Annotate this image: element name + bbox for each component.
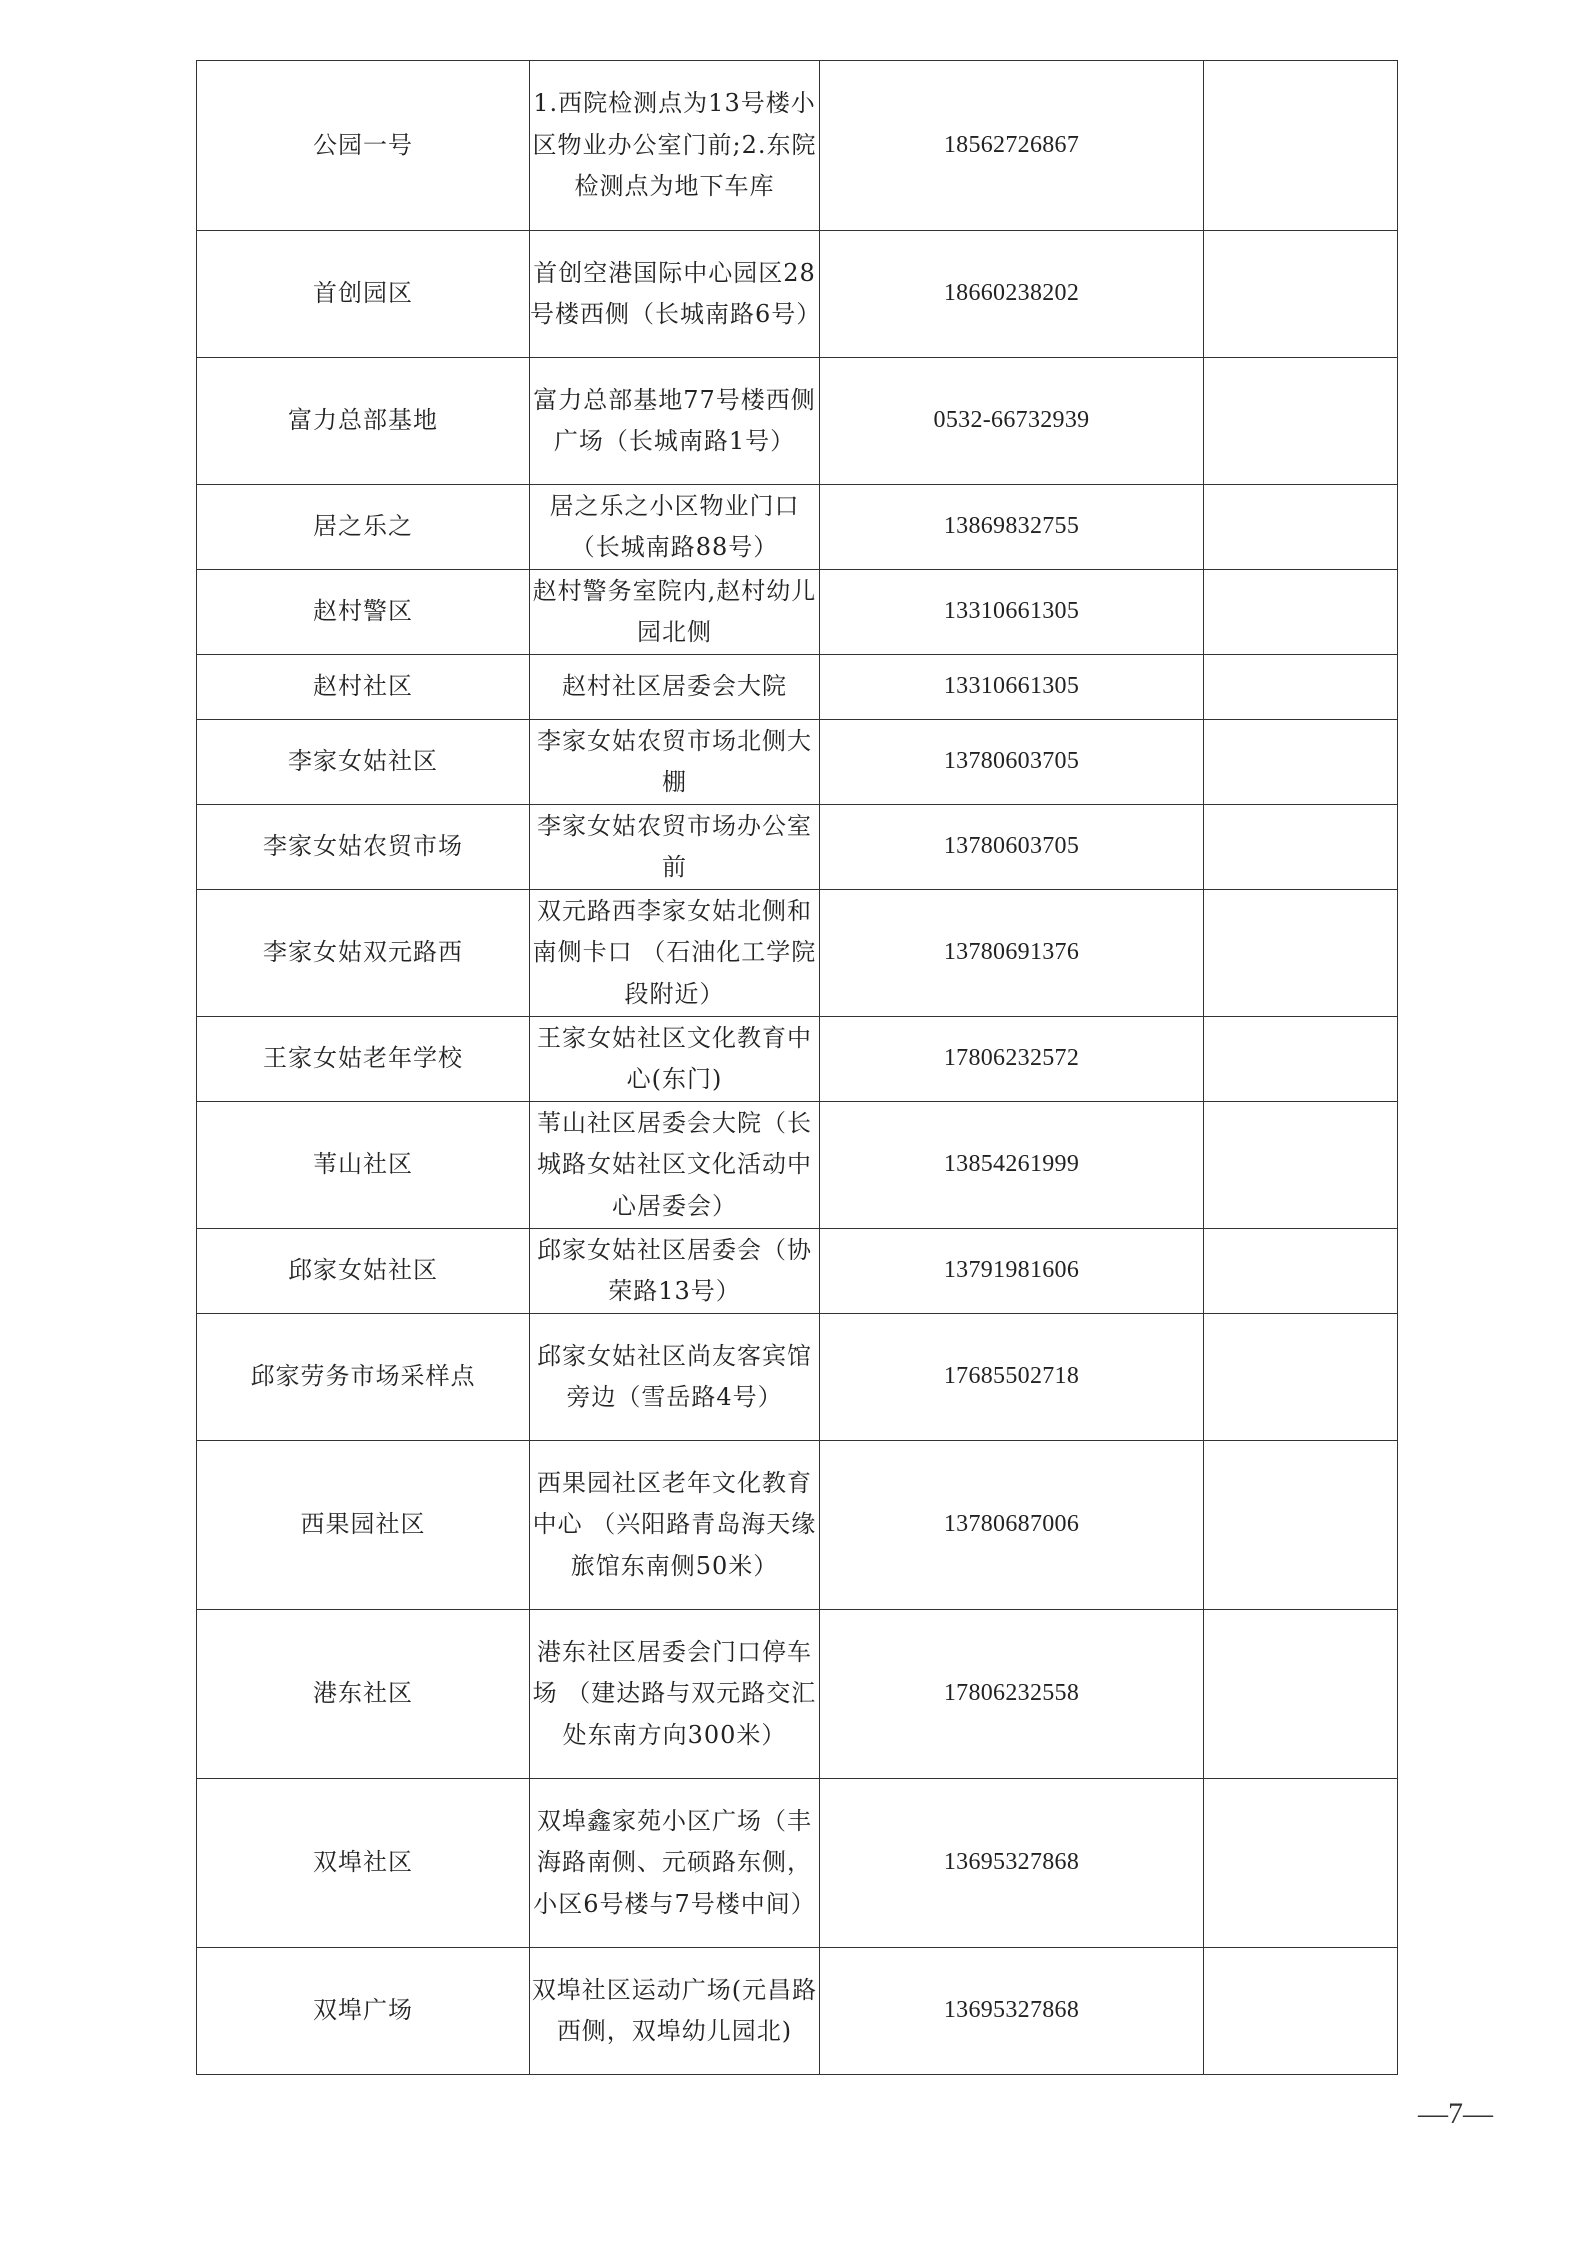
- site-phone-cell: 13310661305: [820, 655, 1204, 720]
- table-row: [197, 1948, 1398, 2075]
- site-remark-cell: [1204, 1441, 1398, 1610]
- page-number: —7—: [1418, 2097, 1493, 2130]
- site-address-cell: 港东社区居委会门口停车场 （建达路与双元路交汇处东南方向300米）: [530, 1610, 820, 1779]
- site-phone-cell: 13780603705: [820, 805, 1204, 890]
- table-row: [197, 231, 1398, 358]
- site-name-cell: 居之乐之: [197, 485, 530, 570]
- site-remark-cell: [1204, 1017, 1398, 1102]
- site-phone-cell: 18562726867: [820, 61, 1204, 231]
- site-remark-cell: [1204, 655, 1398, 720]
- site-phone-cell: 0532-66732939: [820, 358, 1204, 485]
- site-name-cell: 双埠广场: [197, 1948, 530, 2075]
- site-remark-cell: [1204, 1314, 1398, 1441]
- site-phone-cell: 18660238202: [820, 231, 1204, 358]
- testing-sites-table: [196, 60, 1398, 2075]
- site-remark-cell: [1204, 720, 1398, 805]
- site-remark-cell: [1204, 805, 1398, 890]
- site-remark-cell: [1204, 61, 1398, 231]
- site-phone-cell: 13780687006: [820, 1441, 1204, 1610]
- table-row: [197, 1779, 1398, 1948]
- site-phone-cell: 13869832755: [820, 485, 1204, 570]
- site-remark-cell: [1204, 1610, 1398, 1779]
- table-row: [197, 1017, 1398, 1102]
- site-phone-cell: 17685502718: [820, 1314, 1204, 1441]
- site-remark-cell: [1204, 1229, 1398, 1314]
- site-name-cell: 港东社区: [197, 1610, 530, 1779]
- site-address-cell: 双埠社区运动广场(元昌路西侧，双埠幼儿园北): [530, 1948, 820, 2075]
- site-phone-cell: 13780603705: [820, 720, 1204, 805]
- site-address-cell: 李家女姑农贸市场北侧大棚: [530, 720, 820, 805]
- site-name-cell: 王家女姑老年学校: [197, 1017, 530, 1102]
- site-name-cell: 首创园区: [197, 231, 530, 358]
- table-row: [197, 570, 1398, 655]
- site-address-cell: 首创空港国际中心园区28号楼西侧（长城南路6号）: [530, 231, 820, 358]
- site-address-cell: 富力总部基地77号楼西侧广场（长城南路1号）: [530, 358, 820, 485]
- site-address-cell: 李家女姑农贸市场办公室前: [530, 805, 820, 890]
- table-row: [197, 1314, 1398, 1441]
- site-remark-cell: [1204, 231, 1398, 358]
- site-name-cell: 李家女姑双元路西: [197, 890, 530, 1017]
- site-address-cell: 赵村警务室院内,赵村幼儿园北侧: [530, 570, 820, 655]
- table-row: [197, 485, 1398, 570]
- site-name-cell: 苇山社区: [197, 1102, 530, 1229]
- site-name-cell: 赵村警区: [197, 570, 530, 655]
- table-row: [197, 890, 1398, 1017]
- site-remark-cell: [1204, 1948, 1398, 2075]
- site-remark-cell: [1204, 485, 1398, 570]
- table-row: [197, 1610, 1398, 1779]
- table-row: [197, 655, 1398, 720]
- table-row: [197, 61, 1398, 231]
- site-phone-cell: 13695327868: [820, 1779, 1204, 1948]
- site-address-cell: 1.西院检测点为13号楼小区物业办公室门前;2.东院检测点为地下车库: [530, 61, 820, 231]
- site-phone-cell: 17806232572: [820, 1017, 1204, 1102]
- site-name-cell: 西果园社区: [197, 1441, 530, 1610]
- site-address-cell: 邱家女姑社区居委会（协荣路13号）: [530, 1229, 820, 1314]
- site-address-cell: 王家女姑社区文化教育中心(东门): [530, 1017, 820, 1102]
- site-name-cell: 李家女姑农贸市场: [197, 805, 530, 890]
- table-row: [197, 358, 1398, 485]
- site-address-cell: 双埠鑫家苑小区广场（丰海路南侧、元硕路东侧，小区6号楼与7号楼中间）: [530, 1779, 820, 1948]
- site-remark-cell: [1204, 1102, 1398, 1229]
- site-address-cell: 居之乐之小区物业门口（长城南路88号）: [530, 485, 820, 570]
- site-address-cell: 赵村社区居委会大院: [530, 655, 820, 720]
- site-address-cell: 苇山社区居委会大院（长城路女姑社区文化活动中心居委会）: [530, 1102, 820, 1229]
- table-row: [197, 805, 1398, 890]
- site-name-cell: 李家女姑社区: [197, 720, 530, 805]
- site-phone-cell: 13791981606: [820, 1229, 1204, 1314]
- site-phone-cell: 13780691376: [820, 890, 1204, 1017]
- table-row: [197, 1102, 1398, 1229]
- site-name-cell: 邱家女姑社区: [197, 1229, 530, 1314]
- site-name-cell: 富力总部基地: [197, 358, 530, 485]
- site-address-cell: 邱家女姑社区尚友客宾馆旁边（雪岳路4号）: [530, 1314, 820, 1441]
- site-phone-cell: 13695327868: [820, 1948, 1204, 2075]
- table-row: [197, 1441, 1398, 1610]
- site-remark-cell: [1204, 890, 1398, 1017]
- site-remark-cell: [1204, 570, 1398, 655]
- site-phone-cell: 17806232558: [820, 1610, 1204, 1779]
- site-name-cell: 赵村社区: [197, 655, 530, 720]
- site-name-cell: 公园一号: [197, 61, 530, 231]
- table-row: [197, 1229, 1398, 1314]
- site-name-cell: 邱家劳务市场采样点: [197, 1314, 530, 1441]
- site-name-cell: 双埠社区: [197, 1779, 530, 1948]
- site-address-cell: 双元路西李家女姑北侧和南侧卡口 （石油化工学院段附近）: [530, 890, 820, 1017]
- site-phone-cell: 13854261999: [820, 1102, 1204, 1229]
- table-row: [197, 720, 1398, 805]
- site-address-cell: 西果园社区老年文化教育中心 （兴阳路青岛海天缘旅馆东南侧50米）: [530, 1441, 820, 1610]
- site-remark-cell: [1204, 358, 1398, 485]
- site-phone-cell: 13310661305: [820, 570, 1204, 655]
- site-remark-cell: [1204, 1779, 1398, 1948]
